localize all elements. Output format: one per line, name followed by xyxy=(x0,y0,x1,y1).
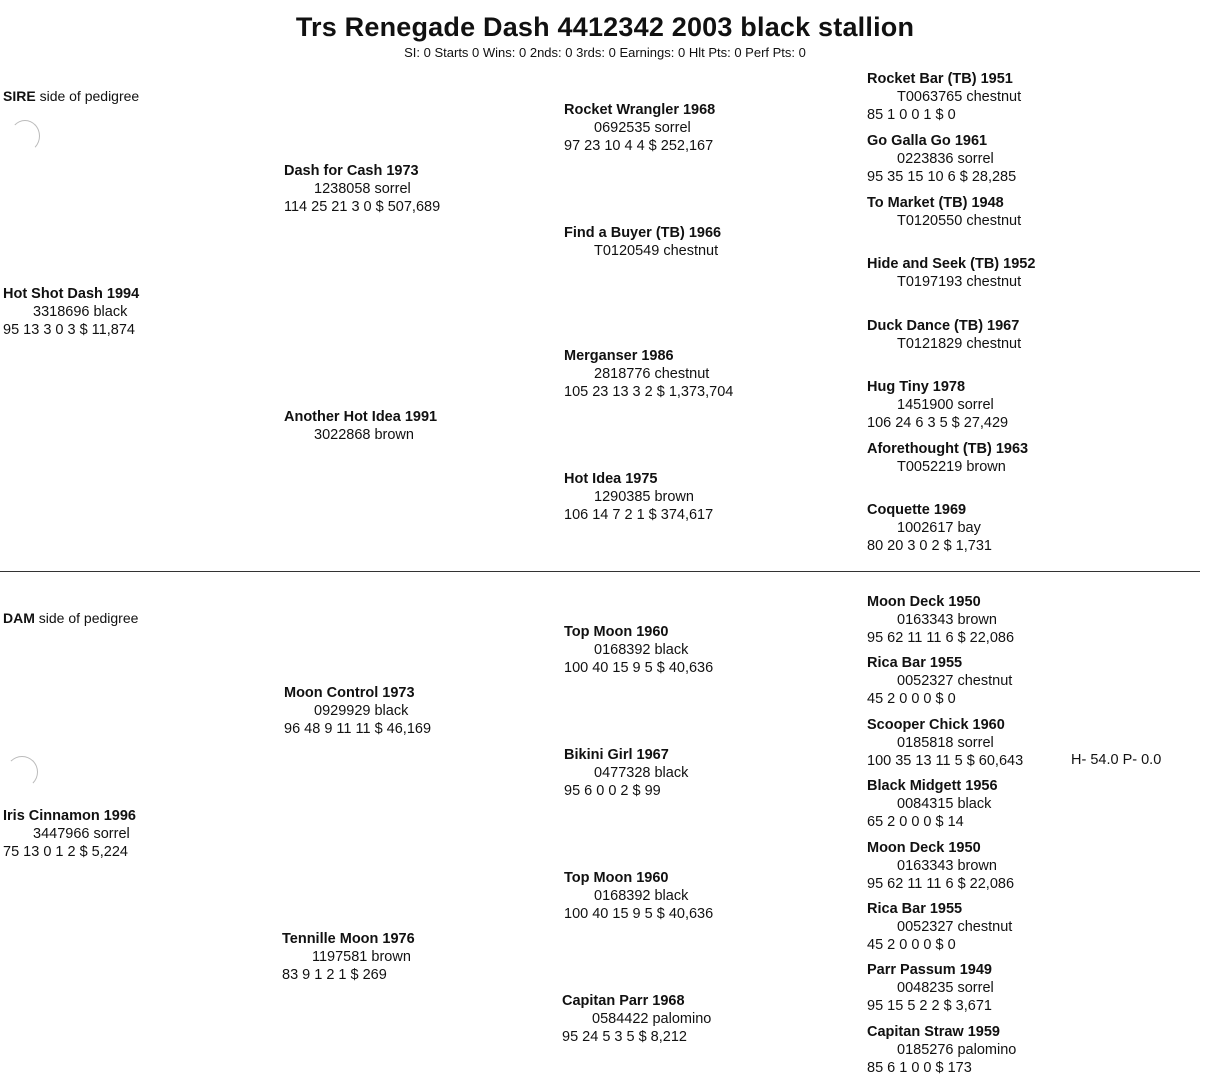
horse-registration: 1451900 sorrel xyxy=(897,397,994,413)
horse-name: Tennille Moon 1976 xyxy=(282,931,415,947)
horse-name: Moon Deck 1950 xyxy=(867,840,981,856)
horse-registration: 0692535 sorrel xyxy=(594,120,691,136)
horse-registration: 1290385 brown xyxy=(594,489,694,505)
gen3-horse xyxy=(564,347,733,401)
gen4-horse xyxy=(867,777,998,831)
horse-registration: T0052219 brown xyxy=(897,459,1006,475)
gen4-horse xyxy=(867,255,1035,291)
gen4-horse xyxy=(867,70,1021,124)
gen3-horse xyxy=(564,470,713,524)
gen3-horse xyxy=(564,869,713,923)
horse-stats: 100 40 15 9 5 $ 40,636 xyxy=(564,906,714,922)
horse-name: Dash for Cash 1973 xyxy=(284,163,419,179)
horse-stats: 75 13 0 1 2 $ 5,224 xyxy=(3,844,128,860)
horse-registration: 0477328 black xyxy=(594,765,689,781)
horse-stats: 114 25 21 3 0 $ 507,689 xyxy=(284,199,441,215)
horse-stats: 106 24 6 3 5 $ 27,429 xyxy=(867,415,1009,431)
horse-name: Go Galla Go 1961 xyxy=(867,133,988,149)
horse-stats: 45 2 0 0 0 $ 0 xyxy=(867,691,956,707)
sire-dam xyxy=(284,408,437,444)
horse-registration: 0929929 black xyxy=(314,703,409,719)
horse-registration: 0052327 chestnut xyxy=(897,919,1013,935)
horse-stats: 95 62 11 11 6 $ 22,086 xyxy=(867,876,1015,892)
horse-name: Rica Bar 1955 xyxy=(867,655,963,671)
gen4-horse xyxy=(867,961,994,1015)
gen3-horse xyxy=(562,992,711,1046)
horse-name: Duck Dance (TB) 1967 xyxy=(867,318,1020,334)
performance-summary: SI: 0 Starts 0 Wins: 0 2nds: 0 3rds: 0 Earnings: 0 Hlt Pts: 0 Perf Pts: 0 xyxy=(404,45,806,60)
horse-registration: 0168392 black xyxy=(594,642,689,658)
horse-registration: 0185276 palomino xyxy=(897,1042,1017,1058)
dam-sire xyxy=(284,684,431,738)
horse-name: Aforethought (TB) 1963 xyxy=(867,441,1029,457)
horse-stats: 83 9 1 2 1 $ 269 xyxy=(282,967,387,983)
horse-registration: 2818776 chestnut xyxy=(594,366,710,382)
horse-stats: 96 48 9 11 11 $ 46,169 xyxy=(284,721,432,737)
gen4-horse xyxy=(867,132,1016,186)
horse-registration: 0163343 brown xyxy=(897,858,997,874)
horse-registration: 0084315 black xyxy=(897,796,992,812)
dam xyxy=(3,807,136,861)
horse-stats: 95 6 0 0 2 $ 99 xyxy=(564,783,661,799)
horse-stats: 105 23 13 3 2 $ 1,373,704 xyxy=(564,384,734,400)
horse-registration: 3447966 sorrel xyxy=(33,826,130,842)
horse-stats: 95 62 11 11 6 $ 22,086 xyxy=(867,630,1015,646)
horse-name: Top Moon 1960 xyxy=(564,870,669,886)
sire-label-rest: side of pedigree xyxy=(35,88,140,104)
horse-registration: T0120549 chestnut xyxy=(594,243,719,259)
gen4-horse xyxy=(867,593,1014,647)
horse-registration: 1238058 sorrel xyxy=(314,181,411,197)
horse-registration: 0168392 black xyxy=(594,888,689,904)
gen4-horse xyxy=(867,1023,1016,1077)
horse-name: Capitan Parr 1968 xyxy=(562,993,685,1009)
horse-stats: 65 2 0 0 0 $ 14 xyxy=(867,814,964,830)
horse-stats: 97 23 10 4 4 $ 252,167 xyxy=(564,138,714,154)
sire-label-bold: SIRE xyxy=(3,88,36,104)
dam-side-label xyxy=(3,610,138,626)
horse-registration: 3022868 brown xyxy=(314,427,414,443)
horse-registration: 1002617 bay xyxy=(897,520,981,536)
horse-registration: 0584422 palomino xyxy=(592,1011,712,1027)
horse-name: Rocket Wrangler 1968 xyxy=(564,102,716,118)
horse-name: Moon Deck 1950 xyxy=(867,594,981,610)
horse-registration: 0052327 chestnut xyxy=(897,673,1013,689)
horse-name: Top Moon 1960 xyxy=(564,624,669,640)
horse-name: Capitan Straw 1959 xyxy=(867,1024,1000,1040)
horse-name: Merganser 1986 xyxy=(564,348,674,364)
gen4-horse xyxy=(867,194,1021,230)
horse-stats: 95 13 3 0 3 $ 11,874 xyxy=(3,322,135,338)
dam-label-rest: side of pedigree xyxy=(34,610,139,626)
horse-registration: 0185818 sorrel xyxy=(897,735,994,751)
horse-name: To Market (TB) 1948 xyxy=(867,195,1004,211)
gen4-horse xyxy=(867,501,992,555)
horse-stats: 45 2 0 0 0 $ 0 xyxy=(867,937,956,953)
horse-stats: 100 40 15 9 5 $ 40,636 xyxy=(564,660,714,676)
gen4-horse xyxy=(867,716,1023,770)
page-title: Trs Renegade Dash 4412342 2003 black stallion xyxy=(295,12,915,42)
horse-name: Scooper Chick 1960 xyxy=(867,717,1005,733)
gen3-horse xyxy=(564,224,721,260)
sire-side-label xyxy=(3,88,139,104)
horse-stats: 95 35 15 10 6 $ 28,285 xyxy=(867,169,1017,185)
horse-name: Parr Passum 1949 xyxy=(867,962,992,978)
dam-dam xyxy=(282,930,415,984)
gen4-horse xyxy=(867,839,1014,893)
horse-stats: 80 20 3 0 2 $ 1,731 xyxy=(867,538,992,554)
horse-stats: 85 6 1 0 0 $ 173 xyxy=(867,1060,972,1076)
horse-name: Hug Tiny 1978 xyxy=(867,379,966,395)
horse-name: Rica Bar 1955 xyxy=(867,901,963,917)
gen3-horse xyxy=(564,746,688,800)
horse-name: Find a Buyer (TB) 1966 xyxy=(564,225,722,241)
horse-name: Hot Shot Dash 1994 xyxy=(3,286,140,302)
horse-stats: 95 15 5 2 2 $ 3,671 xyxy=(867,998,992,1014)
horse-name: Hide and Seek (TB) 1952 xyxy=(867,256,1036,272)
horse-registration: 0223836 sorrel xyxy=(897,151,994,167)
dam-label-bold: DAM xyxy=(3,610,35,626)
gen4-horse xyxy=(867,654,1012,708)
horse-name: Moon Control 1973 xyxy=(284,685,415,701)
horse-name: Coquette 1969 xyxy=(867,502,967,518)
horse-name: Iris Cinnamon 1996 xyxy=(3,808,136,824)
sire-sire xyxy=(284,162,440,216)
horse-name: Hot Idea 1975 xyxy=(564,471,658,487)
sire xyxy=(3,285,139,339)
horse-registration: T0120550 chestnut xyxy=(897,213,1022,229)
horse-name: Another Hot Idea 1991 xyxy=(284,409,438,425)
horse-registration: 3318696 black xyxy=(33,304,128,320)
horse-name: Black Midgett 1956 xyxy=(867,778,998,794)
horse-stats: 95 24 5 3 5 $ 8,212 xyxy=(562,1029,687,1045)
horse-name: Rocket Bar (TB) 1951 xyxy=(867,71,1013,87)
horse-registration: 0163343 brown xyxy=(897,612,997,628)
scooper-chick-points: H- 54.0 P- 0.0 xyxy=(1071,752,1162,768)
horse-registration: T0063765 chestnut xyxy=(897,89,1022,105)
scan-artifact xyxy=(10,120,40,152)
horse-registration: T0197193 chestnut xyxy=(897,274,1022,290)
horse-stats: 100 35 13 11 5 $ 60,643 xyxy=(867,753,1024,769)
gen3-horse xyxy=(564,101,715,155)
horse-stats: 106 14 7 2 1 $ 374,617 xyxy=(564,507,714,523)
gen3-horse xyxy=(564,623,713,677)
horse-registration: 1197581 brown xyxy=(312,949,411,965)
section-divider xyxy=(0,571,1200,572)
horse-name: Bikini Girl 1967 xyxy=(564,747,669,763)
horse-registration: 0048235 sorrel xyxy=(897,980,994,996)
gen4-horse xyxy=(867,317,1021,353)
horse-registration: T0121829 chestnut xyxy=(897,336,1022,352)
scan-artifact xyxy=(6,756,38,788)
gen4-horse xyxy=(867,440,1028,476)
gen4-horse xyxy=(867,378,1008,432)
horse-stats: 85 1 0 0 1 $ 0 xyxy=(867,107,956,123)
gen4-horse xyxy=(867,900,1012,954)
